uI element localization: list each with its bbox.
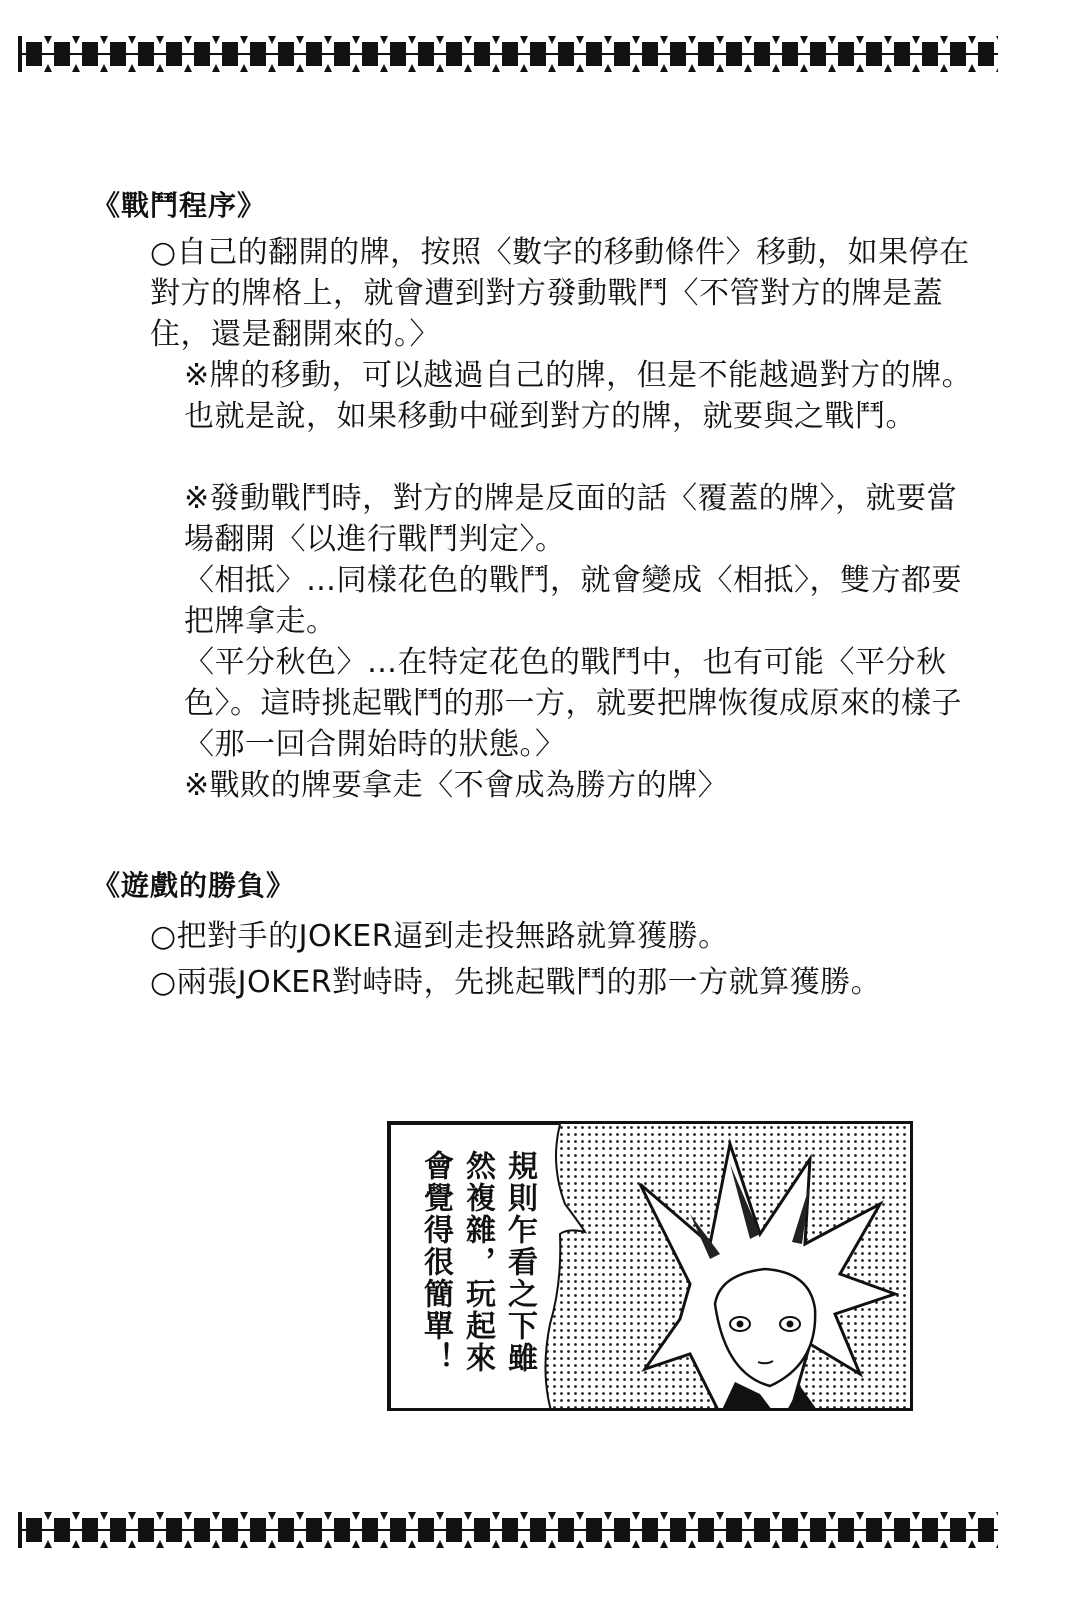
battle-main-rule: ○自己的翻開的牌，按照〈數字的移動條件〉移動，如果停在對方的牌格上，就會遭到對方發動戰鬥〈不管對方的牌是蓋住，還是翻開來的。〉 [150, 235, 970, 352]
border-square [250, 1518, 266, 1542]
note-flip: ※發動戰鬥時，對方的牌是反面的話〈覆蓋的牌〉，就要當場翻開〈以進行戰鬥判定〉。 [184, 481, 958, 557]
border-square [726, 1518, 742, 1542]
border-square [306, 1518, 322, 1542]
border-square [726, 42, 742, 66]
border-square [978, 42, 994, 66]
border-square [978, 1518, 994, 1542]
border-square [110, 42, 126, 66]
border-square [698, 42, 714, 66]
note-lose: ※戰敗的牌要拿走〈不會成為勝方的牌〉 [184, 768, 729, 803]
bottom-border-pattern [18, 1510, 998, 1550]
border-square [586, 1518, 602, 1542]
border-square [110, 1518, 126, 1542]
border-square [502, 42, 518, 66]
border-square [810, 1518, 826, 1542]
comic-panel [387, 1121, 913, 1411]
border-square [614, 1518, 630, 1542]
border-square [502, 1518, 518, 1542]
rule-clash: 〈相抵〉…同樣花色的戰鬥，就會變成〈相抵〉，雙方都要把牌拿走。 [184, 563, 962, 639]
border-square [698, 1518, 714, 1542]
border-square [782, 42, 798, 66]
border-square [418, 1518, 434, 1542]
border-square [390, 1518, 406, 1542]
border-square [558, 42, 574, 66]
border-square [334, 1518, 350, 1542]
border-square [866, 1518, 882, 1542]
border-square [586, 42, 602, 66]
border-square [278, 42, 294, 66]
border-square [82, 42, 98, 66]
border-square [306, 42, 322, 66]
border-square [810, 42, 826, 66]
border-square [866, 42, 882, 66]
border-square [474, 42, 490, 66]
border-square [642, 1518, 658, 1542]
border-square [26, 1518, 42, 1542]
border-square [138, 1518, 154, 1542]
border-square [950, 1518, 966, 1542]
border-square [558, 1518, 574, 1542]
border-square [390, 42, 406, 66]
border-square [838, 42, 854, 66]
win-rule-1: ○把對手的JOKER逼到走投無路就算獲勝。 [150, 919, 729, 954]
border-square [474, 1518, 490, 1542]
top-border-pattern [18, 34, 998, 74]
border-square [446, 1518, 462, 1542]
border-square [166, 1518, 182, 1542]
border-square [614, 42, 630, 66]
note-movement: ※牌的移動，可以越過自己的牌，但是不能越過對方的牌。也就是說，如果移動中碰到對方的牌，就要與之戰鬥。 [184, 358, 973, 434]
border-square [670, 1518, 686, 1542]
border-square [418, 42, 434, 66]
border-square [222, 42, 238, 66]
border-square [362, 42, 378, 66]
border-square [26, 42, 42, 66]
border-square [782, 1518, 798, 1542]
border-square [950, 42, 966, 66]
border-square [362, 1518, 378, 1542]
speech-text-col-2: 然複雜，玩起來 [460, 1150, 495, 1374]
border-square [530, 42, 546, 66]
border-square [54, 1518, 70, 1542]
speech-text-col-1: 規則乍看之下雖 [502, 1150, 537, 1374]
win-rule-2: ○兩張JOKER對峙時，先挑起戰鬥的那一方就算獲勝。 [150, 965, 882, 1000]
speech-text-col-3: 會覺得很簡單！ [418, 1150, 453, 1374]
border-square [670, 42, 686, 66]
border-square [250, 42, 266, 66]
border-square [194, 1518, 210, 1542]
rule-draw: 〈平分秋色〉…在特定花色的戰鬥中，也有可能〈平分秋色〉。這時挑起戰鬥的那一方，就要把牌恢復成原來的樣子〈那一回合開始時的狀態。〉 [184, 645, 962, 762]
win-section-title: 《遊戲的勝負》 [92, 869, 296, 902]
battle-section-title: 《戰鬥程序》 [92, 189, 267, 222]
border-square [222, 1518, 238, 1542]
border-square [278, 1518, 294, 1542]
border-square [754, 1518, 770, 1542]
border-square [82, 1518, 98, 1542]
border-square [54, 42, 70, 66]
border-square [138, 42, 154, 66]
border-square [334, 42, 350, 66]
border-square [922, 1518, 938, 1542]
border-square [530, 1518, 546, 1542]
border-square [922, 42, 938, 66]
border-square [446, 42, 462, 66]
border-square [838, 1518, 854, 1542]
border-square [642, 42, 658, 66]
border-square [894, 1518, 910, 1542]
border-square [894, 42, 910, 66]
border-square [166, 42, 182, 66]
border-square [754, 42, 770, 66]
border-square [194, 42, 210, 66]
